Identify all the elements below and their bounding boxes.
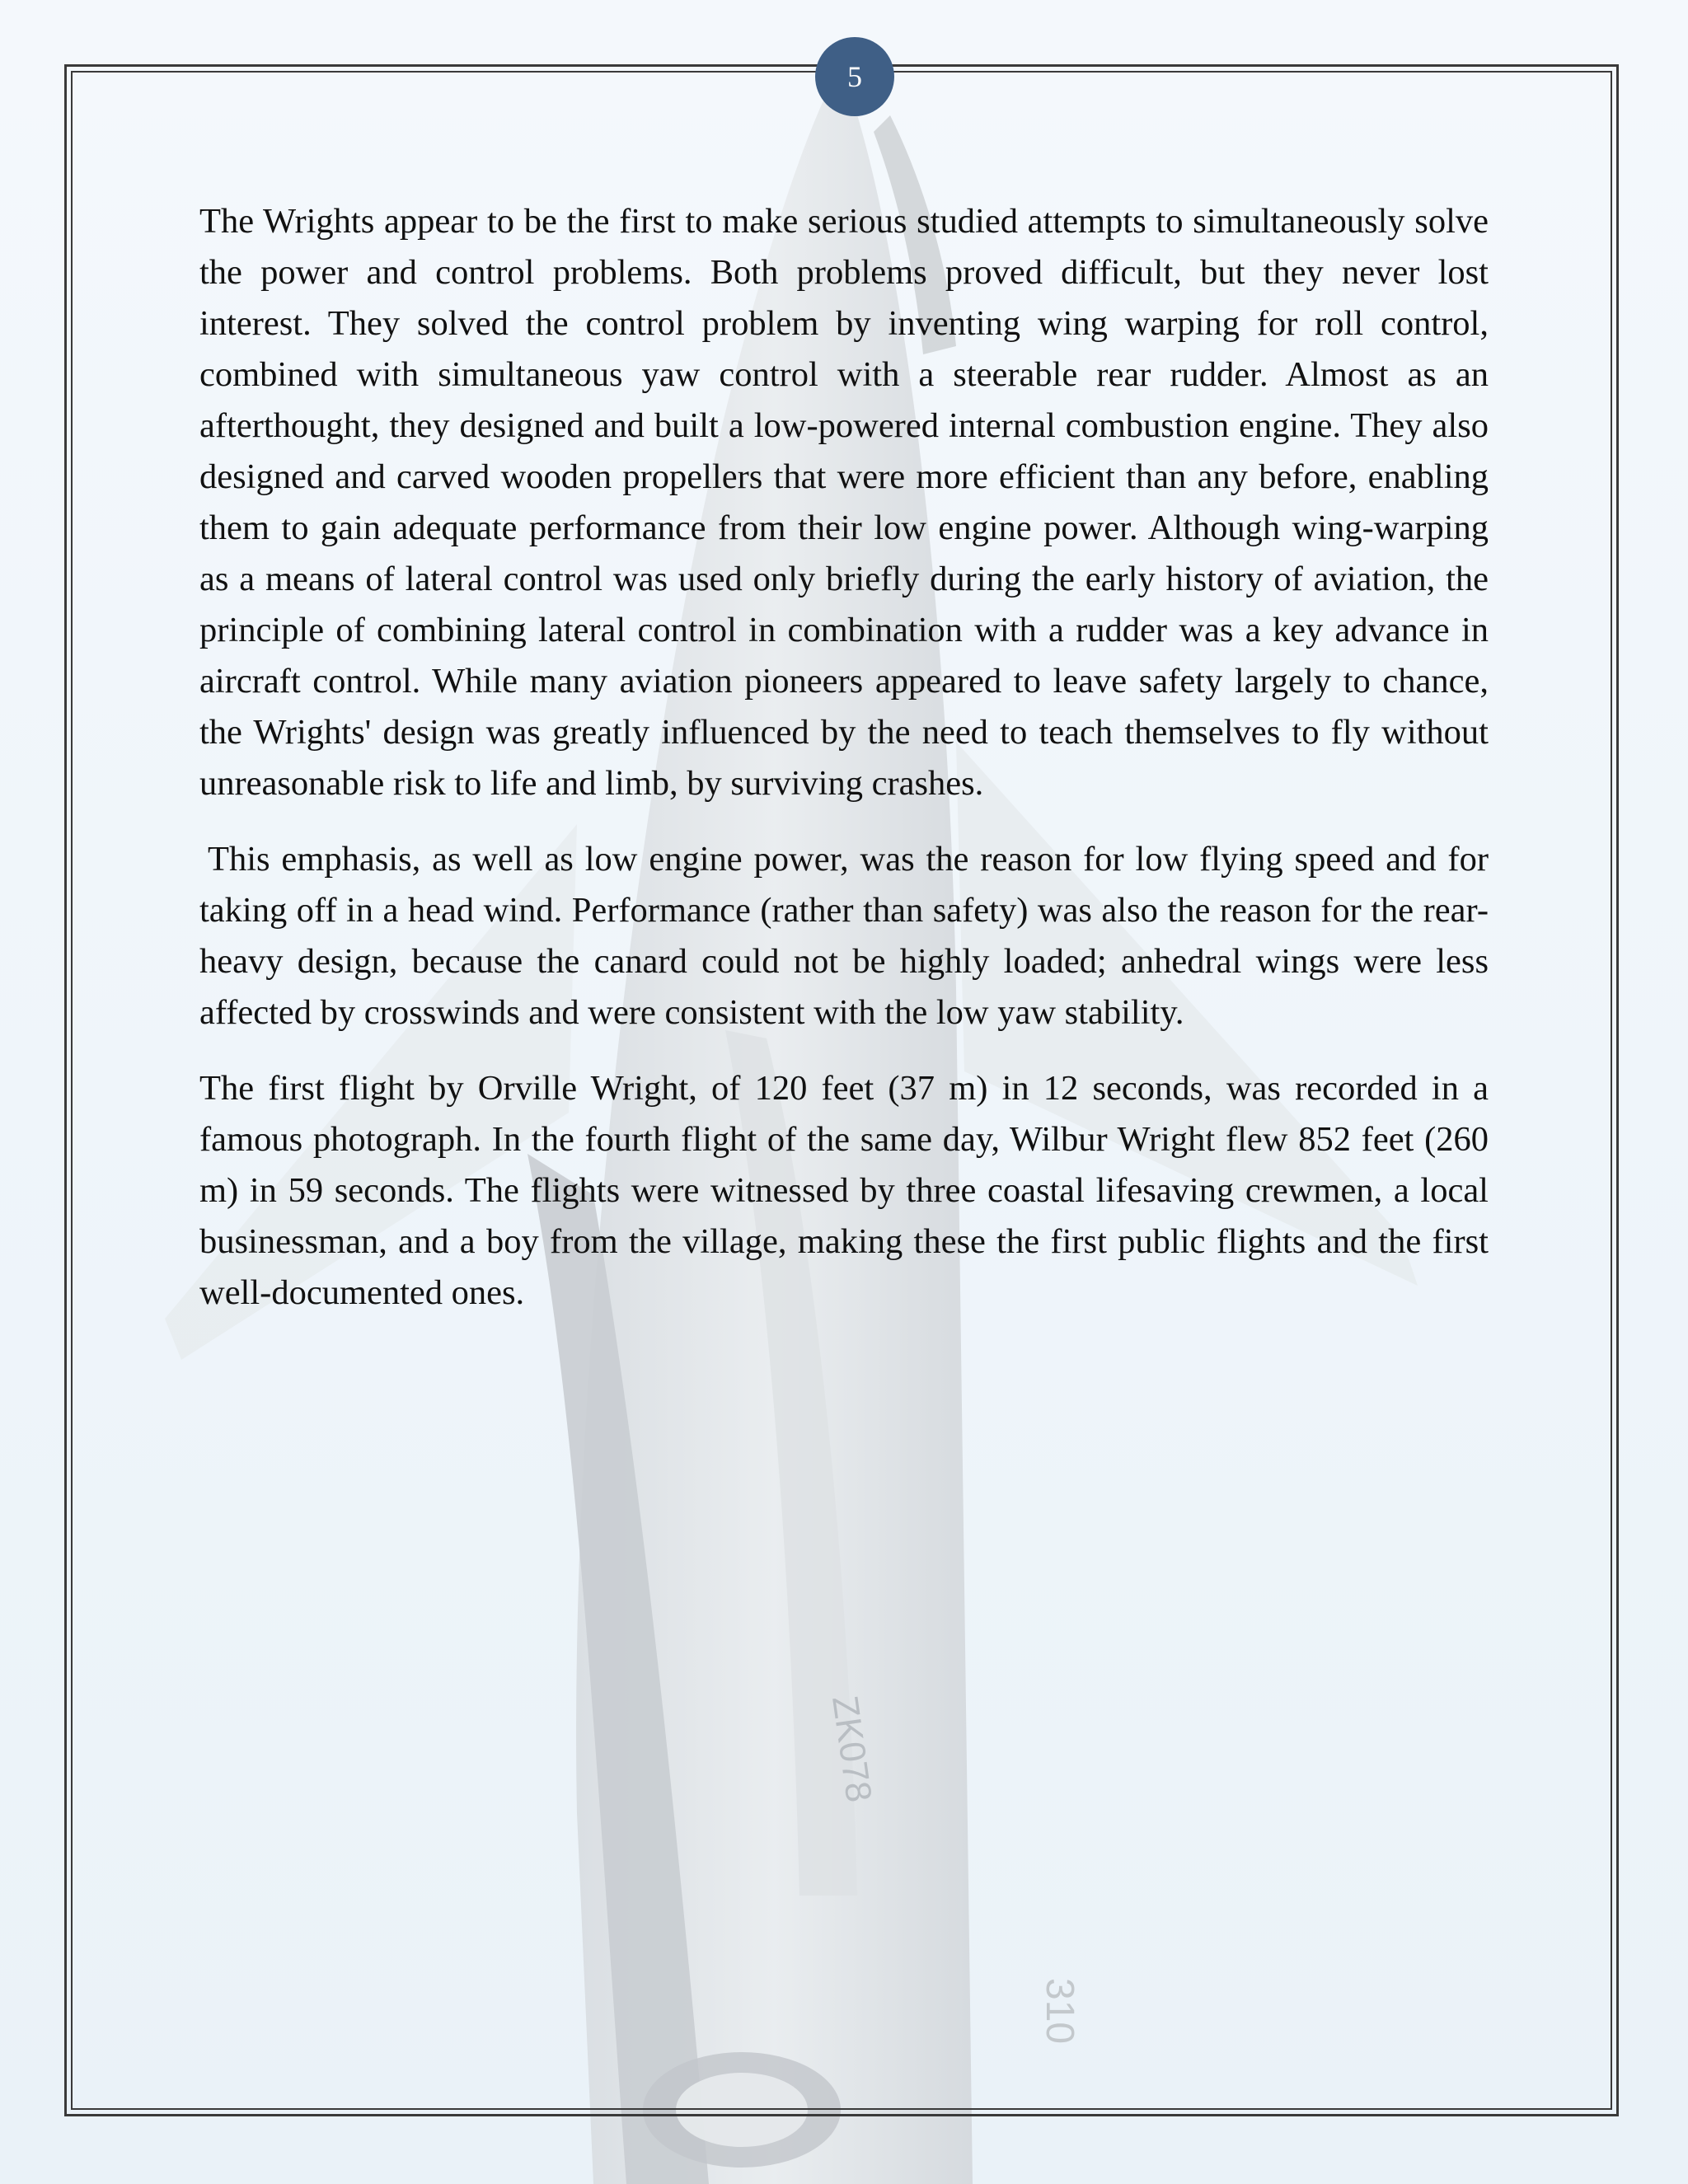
paragraph-design-emphasis: This emphasis, as well as low engine power, was the reason for low flying speed and for taking off in a head wind. Performance (rather than safety) was also the reason for the rear-heavy design, because the canard could not be highly loaded; anhedral wings were less affected by crosswinds and were consistent with the low yaw stability.: [199, 840, 1489, 1032]
paragraph-first-flight: The first flight by Orville Wright, of 120 feet (37 m) in 12 seconds, was recorded in a famous photograph. In the fourth flight of the same day, Wilbur Wright flew 852 feet (260 m) in 59 seconds. The flights were witnessed by three coastal lifesaving crewmen, a local businessman, and a boy from the village, making these the first public flights and the first well-documented ones.: [199, 1069, 1489, 1312]
tail-marking-text: 310: [1038, 1978, 1081, 2045]
paragraph-wright-control: The Wrights appear to be the first to make serious studied attempts to simultaneously solve the power and control problems. Both problems proved difficult, but they never lost interest. They solved the control problem by inventing wing warping for roll control, combined with simultaneous yaw control with a steerable rear rudder. Almost as an afterthought, they designed and built a low-powered internal combustion engine. They also designed and carved wooden propellers that were more efficient than any before, enabling them to gain adequate performance from their low engine power. Although wing-warping as a means of lateral control was used only briefly during the early history of aviation, the principle of combining lateral control in combination with a rudder was a key advance in aircraft control. While many aviation pioneers appeared to leave safety largely to chance, the Wrights' design was greatly influenced by the need to teach themselves to fly without unreasonable risk to life and limb, by surviving crashes.: [199, 202, 1489, 803]
page-number-badge: [815, 37, 894, 116]
document-body: [199, 196, 1489, 1343]
page-number: 5: [847, 60, 862, 93]
aircraft-marking-text: ZK078: [824, 1693, 879, 1805]
